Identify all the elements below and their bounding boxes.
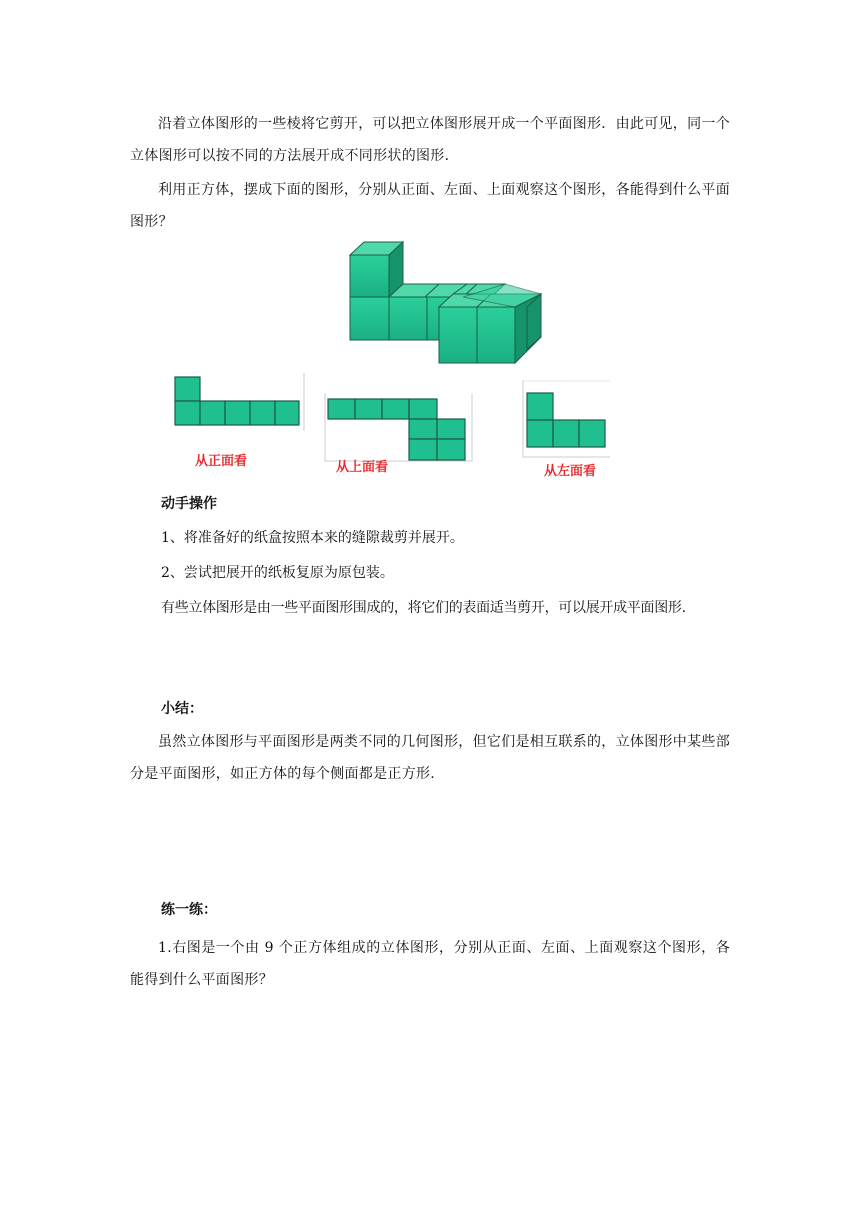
summary-text: 虽然立体图形与平面图形是两类不同的几何图形，但它们是相互联系的，立体图形中某些部分是平面图形，如正方体的每个侧面都是正方形. xyxy=(130,734,730,782)
summary-heading: 小结： xyxy=(161,701,203,717)
intro-paragraph-1: 沿着立体图形的一些棱将它剪开，可以把立体图形展开成一个平面图形．由此可见，同一个立体图形可以按不同的方法展开成不同形状的图形． xyxy=(130,116,730,164)
front-view-label: 从正面看 xyxy=(195,454,248,469)
cube-arrangement-figure xyxy=(345,239,545,371)
left-view-diagram xyxy=(522,380,612,460)
top-view-diagram xyxy=(324,393,474,463)
activity-conclusion: 有些立体图形是由一些平面图形围成的，将它们的表面适当剪开，可以展开成平面图形. xyxy=(161,600,686,616)
practice-heading: 练一练： xyxy=(161,902,217,918)
left-view-label: 从左面看 xyxy=(544,464,597,479)
activity-step-1: 1、将准备好的纸盒按照本来的缝隙裁剪并展开。 xyxy=(161,530,464,546)
activity-step-2: 2、尝试把展开的纸板复原为原包装。 xyxy=(161,565,394,581)
intro-paragraph-2: 利用正方体，摆成下面的图形，分别从正面、左面、上面观察这个图形，各能得到什么平面图形？ xyxy=(130,182,730,230)
front-view-diagram xyxy=(170,373,310,433)
practice-question-1: 1.右图是一个由 9 个正方体组成的立体图形，分别从正面、左面、上面观察这个图形，各能得到什么平面图形？ xyxy=(130,940,730,988)
activity-heading: 动手操作 xyxy=(161,496,217,512)
top-view-label: 从上面看 xyxy=(336,460,389,475)
